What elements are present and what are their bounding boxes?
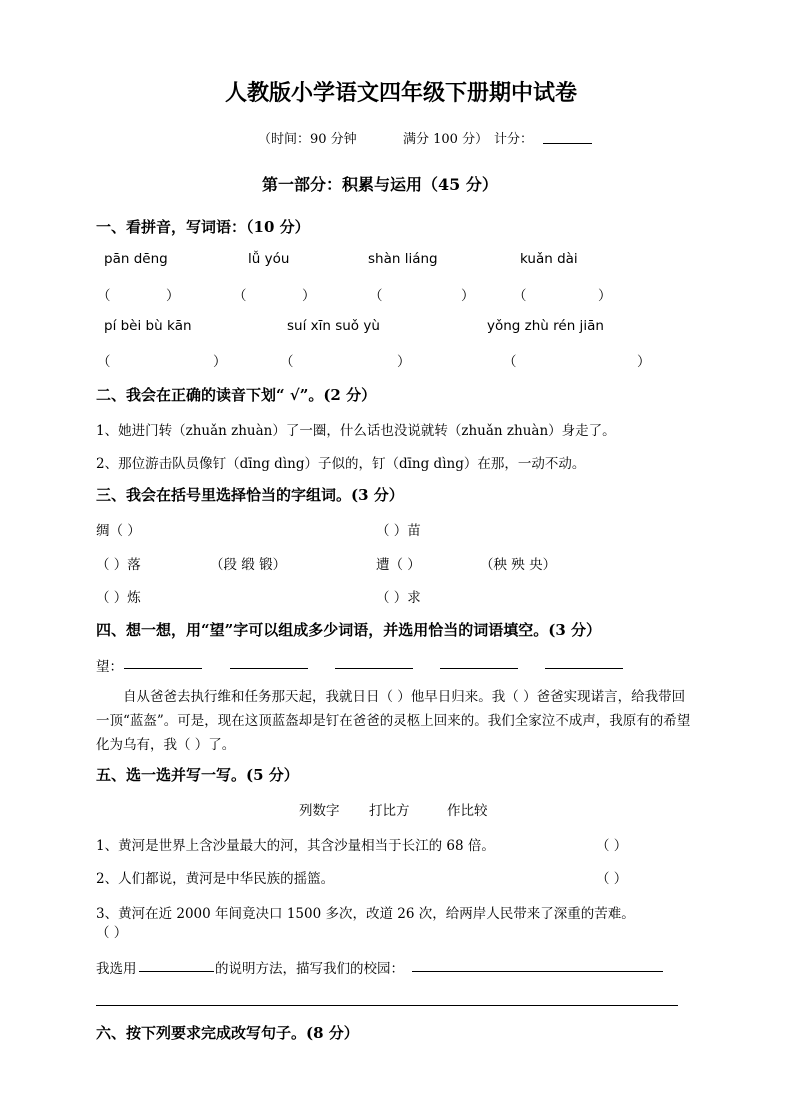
answer-bracket-close: ） [213,354,227,370]
s5-choose-suffix: 的说明方法，描写我们的校园： [215,961,404,977]
answer-bracket-close: ） [397,354,411,370]
answer-bracket-open[interactable]: （ [97,354,111,370]
pinyin-5: pí bèi bù kān [104,318,192,334]
s3-item-5[interactable]: （ ）炼 [96,590,141,606]
pinyin-4: kuǎn dài [520,251,578,267]
word-blank[interactable] [230,668,308,669]
s3-choices-1: （段 缎 锻） [210,557,287,573]
s3-choices-2: （秧 殃 央） [480,557,557,573]
full-score-label: 满分 100 分） [403,132,489,147]
answer-bracket-close: ） [166,288,180,304]
section2-title: 二、我会在正确的读音下划“ √”。(2 分） [96,386,377,404]
section6-title: 六、按下列要求完成改写句子。(8 分） [96,1024,359,1042]
s5-answer-2[interactable]: （ ） [596,871,628,887]
s2-question-2: 2、那位游击队员像钉（dīng dìng）子似的，钉（dīng dìng）在那，一动不动。 [96,456,586,472]
answer-bracket-close: ） [302,288,316,304]
pinyin-2: lǚ yóu [248,251,290,267]
s5-question-1: 1、黄河是世界上含沙量最大的河，其含沙量相当于长江的 68 倍。 [96,838,495,854]
word-blank[interactable] [124,668,202,669]
answer-bracket-open[interactable]: （ [503,354,517,370]
description-blank[interactable] [412,971,663,972]
option-comparison: 作比较 [447,803,488,819]
option-analogy: 打比方 [369,803,410,819]
s5-choose-prefix: 我选用 [96,961,137,977]
option-list-numbers: 列数字 [299,803,340,819]
s5-question-3: 3、黄河在近 2000 年间竟决口 1500 多次，改道 26 次，给两岸人民带来了深重的苦难。 [96,906,635,922]
s3-item-4[interactable]: 遭（ ） [376,557,421,573]
section5-title: 五、选一选并写一写。(5 分） [96,766,299,784]
answer-bracket-open[interactable]: （ [97,288,111,304]
s3-item-1[interactable]: 绸（ ） [96,523,141,539]
pinyin-6: suí xīn suǒ yù [287,318,380,334]
page-title: 人教版小学语文四年级下册期中试卷 [225,80,578,106]
part1-title: 第一部分：积累与运用（45 分） [262,175,498,194]
s2-question-1: 1、她进门转（zhuǎn zhuàn）了一圈，什么话也没说就转（zhuǎn zhuàn）身走了。 [96,423,616,439]
s3-item-3[interactable]: （ ）落 [96,557,141,573]
answer-bracket-open[interactable]: （ [369,288,383,304]
answer-bracket-close: ） [598,288,612,304]
time-label: （时间：90 分钟 [258,132,357,147]
s5-answer-1[interactable]: （ ） [596,838,628,854]
s5-question-2: 2、人们都说，黄河是中华民族的摇篮。 [96,871,335,887]
section4-title: 四、想一想，用“望”字可以组成多少词语，并选用恰当的词语填空。(3 分） [96,621,602,639]
wang-label: 望： [96,659,123,675]
pinyin-3: shàn liáng [368,251,438,267]
section1-title: 一、看拼音，写词语：（10 分） [96,218,310,236]
answer-bracket-open[interactable]: （ [280,354,294,370]
pinyin-7: yǒng zhù rén jiān [487,318,604,334]
pinyin-1: pān dēng [104,251,168,267]
description-blank-2[interactable] [96,1005,678,1006]
s3-item-6[interactable]: （ ）求 [376,590,421,606]
score-label: 计分： [494,132,534,147]
answer-bracket-open[interactable]: （ [233,288,247,304]
word-blank[interactable] [440,668,518,669]
score-blank[interactable] [543,143,592,144]
answer-bracket-close: ） [637,354,651,370]
answer-bracket-close: ） [461,288,475,304]
answer-bracket-open[interactable]: （ [513,288,527,304]
word-blank[interactable] [545,668,623,669]
method-blank[interactable] [139,971,214,972]
section3-title: 三、我会在括号里选择恰当的字组词。(3 分） [96,486,404,504]
s5-answer-3[interactable]: （ ） [96,925,128,941]
word-blank[interactable] [335,668,413,669]
s4-paragraph: 自从爸爸去执行维和任务那天起，我就日日（ ）他早日归来。我（ ）爸爸实现诺言，给我带回一顶“蓝盔”。可是，现在这顶蓝盔却是钉在爸爸的灵柩上回来的。我们全家泣不成声，我原有的希望化为乌有，我（ ）了。 [96,689,691,753]
s3-item-2[interactable]: （ ）苗 [376,523,421,539]
